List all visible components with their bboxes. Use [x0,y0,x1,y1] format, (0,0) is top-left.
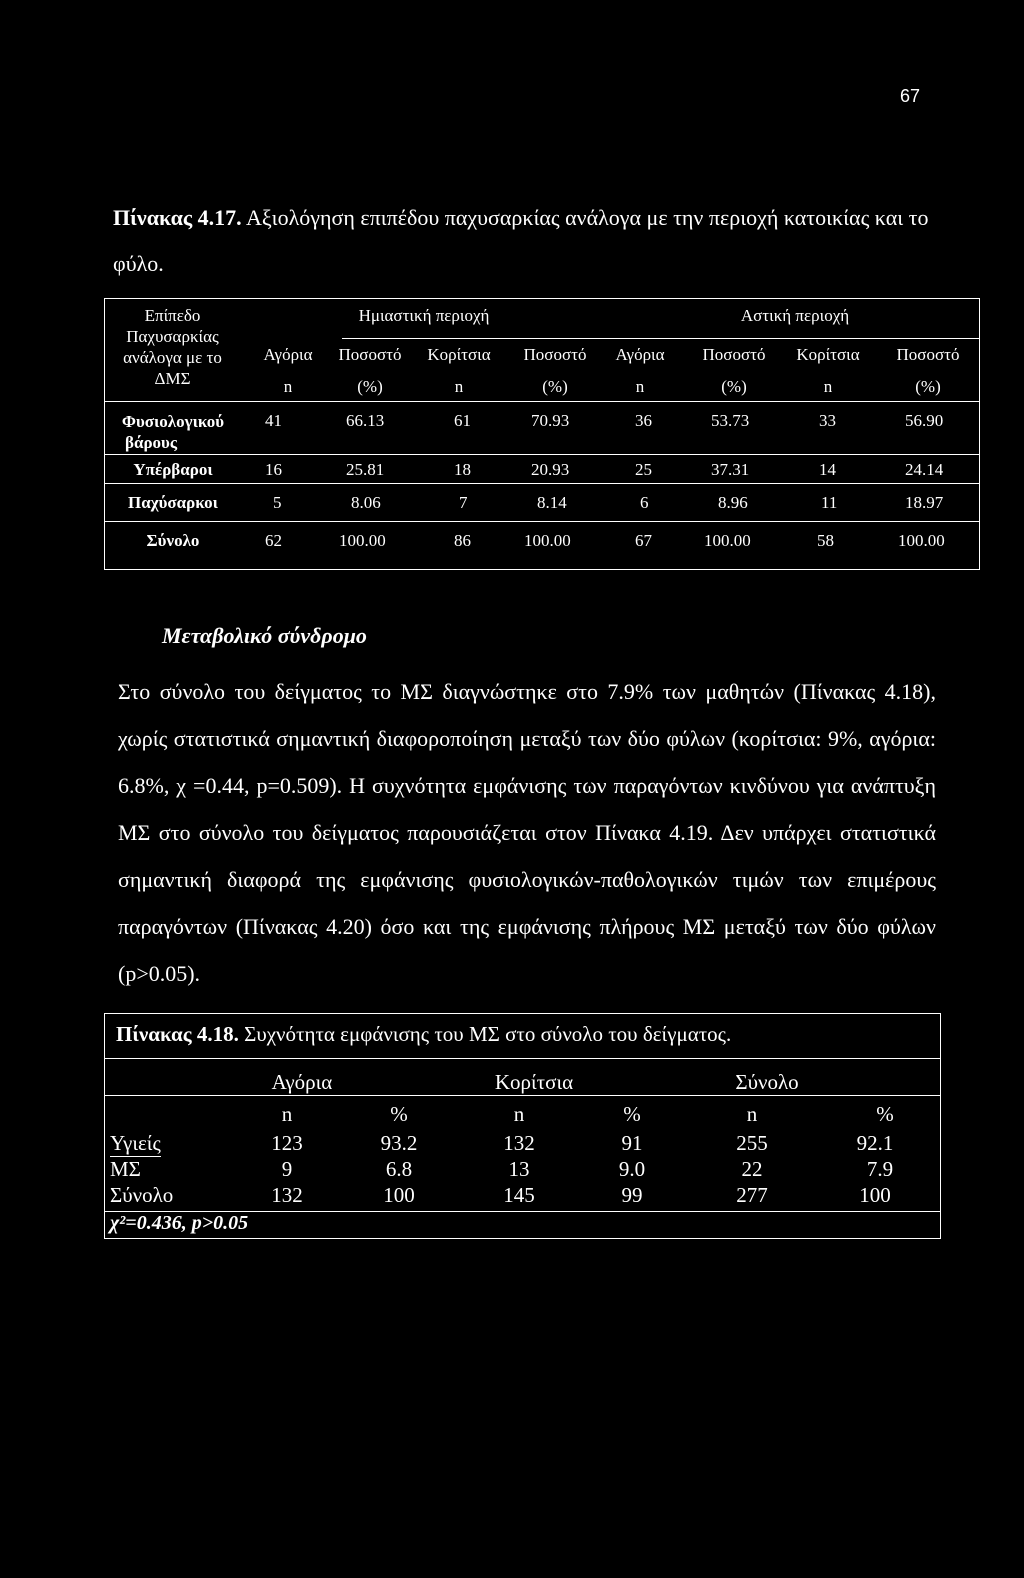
group-header: Αγόρια [271,1070,333,1094]
page-number: 67 [900,86,921,106]
row-label: ΜΣ [110,1157,141,1181]
table-cell: 14 [819,460,836,479]
col-unit: (%) [721,377,747,396]
table-cell: 100.00 [898,531,945,550]
table-417-label: Πίνακας 4.17. [113,205,242,230]
col-header: Αγόρια [615,345,665,364]
table-cell: 9 [281,1157,293,1181]
group-header: Κορίτσια [494,1070,574,1094]
table-cell: 58 [817,531,834,550]
col-header: Ποσοστό [338,345,402,364]
col-header: Ποσοστό [702,345,766,364]
table-cell: 18 [454,460,471,479]
table-cell: 7 [459,493,468,512]
table-cell: 145 [503,1183,535,1207]
table-417 [104,298,980,570]
table-cell: 100.00 [339,531,386,550]
table-cell: 123 [271,1131,303,1155]
table-cell: 100.00 [704,531,751,550]
table-cell: 7.9 [866,1157,894,1181]
table-cell: 33 [819,411,836,430]
table-cell: 93.2 [380,1131,418,1155]
table-418-label: Πίνακας 4.18. [116,1022,239,1046]
table-cell: 99 [621,1183,643,1207]
table-cell: 6 [640,493,649,512]
table-cell: 100 [859,1183,891,1207]
subheader: % [876,1102,894,1126]
row-header: Επίπεδο Παχυσαρκίας ανάλογα με το ΔΜΣ [123,306,222,388]
subheader: n [746,1102,758,1126]
table-417-caption [113,195,943,287]
col-header: Κορίτσια [796,345,860,364]
table-cell: 67 [635,531,652,550]
col-unit: n [454,377,464,396]
table-cell: 16 [265,460,282,479]
row-label: Υπέρβαροι [133,460,213,479]
table-418-caption-text: Συχνότητα εμφάνισης του ΜΣ στο σύνολο του δείγματος. [244,1022,732,1046]
row-label: Υγιείς [110,1131,161,1155]
table-cell: 8.96 [718,493,748,512]
table-cell: 61 [454,411,471,430]
table-cell: 24.14 [905,460,944,479]
table-418 [104,1013,941,1239]
col-header: Κορίτσια [427,345,491,364]
table-cell: 18.97 [905,493,944,512]
table-cell: 100 [383,1183,415,1207]
table-cell: 132 [271,1183,303,1207]
table-cell: 8.06 [351,493,381,512]
table-cell: 22 [741,1157,763,1181]
group-header-urban: Αστική περιοχή [740,306,850,325]
table-cell: 66.13 [346,411,385,430]
table-cell: 9.0 [618,1157,646,1181]
col-unit: (%) [915,377,941,396]
col-header: Ποσοστό [523,345,587,364]
table-cell: 13 [508,1157,530,1181]
col-unit: (%) [542,377,568,396]
table-418-footnote: χ²=0.436, p>0.05 [110,1212,249,1234]
table-cell: 92.1 [856,1131,894,1155]
table-cell: 41 [265,411,282,430]
table-cell: 20.93 [531,460,570,479]
table-cell: 36 [635,411,652,430]
table-cell: 70.93 [531,411,570,430]
table-cell: 277 [736,1183,768,1207]
row-label: Φυσιολογικού βάρους [121,412,225,452]
col-header: Ποσοστό [896,345,960,364]
subheader: n [281,1102,293,1126]
body-paragraph: Στο σύνολο του δείγματος το ΜΣ διαγνώστηκε στο 7.9% των μαθητών (Πίνακας 4.18), χωρίς στατιστικά σημαντική διαφοροποίηση μεταξύ των δύο φύλων (κορίτσια: 9%, αγόρια: 6.8%, χ =0.44, p=0.509). Η συχνότητα εμφάνισης των παραγόντων κινδύνου για ανάπτυξη ΜΣ στο σύνολο του δείγματος παρουσιάζεται στον Πίνακα 4.19. Δεν υπάρχει στατιστικά σημαντική διαφορά της εμφάνισης φυσιολογικών-παθολογικών τιμών των επιμέρους παραγόντων (Πίνακας 4.20) όσο και της εμφάνισης πλήρους ΜΣ μεταξύ των δύο φύλων (p>0.05). [118,679,936,986]
table-cell: 53.73 [711,411,750,430]
section-title: Μεταβολικό σύνδρομο [162,623,367,648]
table-cell: 86 [454,531,471,550]
col-unit: n [635,377,645,396]
subheader: % [623,1102,641,1126]
row-label: Σύνολο [110,1183,174,1207]
row-label: Παχύσαρκοι [128,493,218,512]
table-cell: 132 [503,1131,535,1155]
col-unit: (%) [357,377,383,396]
subheader: n [513,1102,525,1126]
table-cell: 25 [635,460,652,479]
table-418-caption [116,1022,731,1047]
table-cell: 255 [736,1131,768,1155]
table-cell: 100.00 [524,531,571,550]
table-cell: 91 [621,1131,643,1155]
subheader: % [390,1102,408,1126]
group-header: Σύνολο [735,1070,799,1094]
table-417-caption-text: Αξιολόγηση επιπέδου παχυσαρκίας ανάλογα με την περιοχή κατοικίας και το φύλο. [113,205,929,276]
table-cell: 11 [821,493,838,512]
row-label: Σύνολο [146,531,200,550]
table-cell: 37.31 [711,460,750,479]
table-cell: 25.81 [346,460,385,479]
col-unit: n [823,377,833,396]
table-cell: 56.90 [905,411,944,430]
table-cell: 8.14 [537,493,567,512]
table-cell: 5 [273,493,282,512]
table-cell: 6.8 [385,1157,413,1181]
group-header-semi-urban: Ημιαστική περιοχή [358,306,490,325]
table-cell: 62 [265,531,282,550]
col-header: Αγόρια [263,345,313,364]
col-unit: n [283,377,293,396]
